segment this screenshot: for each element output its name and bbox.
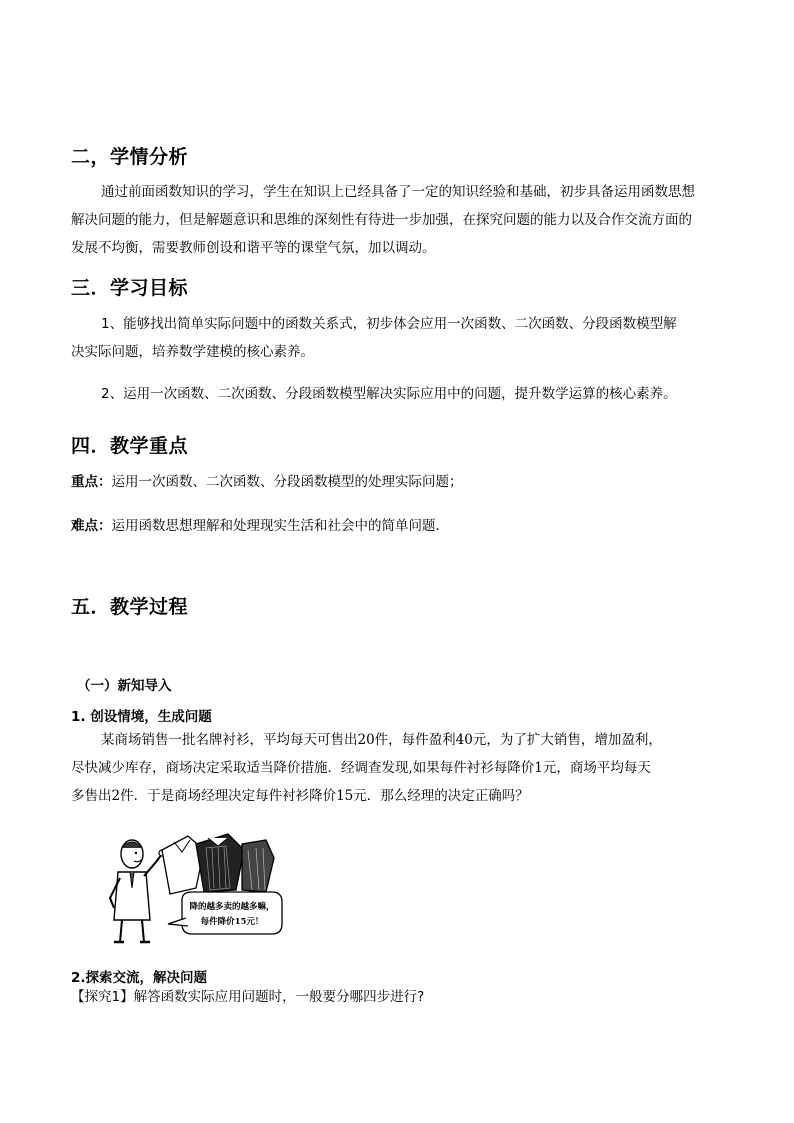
explore-1-text: 解答函数实际应用问题时，一般要分哪四步进行? [133,989,425,1005]
speech-bubble-line-1: 降的越多卖的越多嘛， [189,902,275,912]
shirt-sale-illustration [96,828,286,946]
difficult-point-label: 难点： [71,518,112,534]
difficult-point-line [71,512,449,540]
explore-1-label: 【探究1】 [71,989,134,1005]
analysis-line-3: 发展不均衡，需要教师创设和谐平等的课堂气氛，加以调动。 [71,240,436,256]
goal-item-2 [71,380,677,408]
section-heading-analysis: 二，学情分析 [71,146,189,168]
analysis-line-1: 通过前面函数知识的学习，学生在知识上已经具备了一定的知识经验和基础，初步具备运用函数思想 [101,184,695,200]
key-point-text: 运用一次函数、二次函数、分段函数模型的处理实际问题； [111,474,463,490]
analysis-paragraph [71,178,695,262]
step1-title: 1. 创设情境，生成问题 [71,709,212,725]
speech-bubble-line-2: 每件降价15元！ [200,917,264,927]
key-point-label: 重点： [71,474,112,490]
section-heading-key-points: 四．教学重点 [71,435,189,457]
step1-line-2: 尽快减少库存，商场决定采取适当降价措施．经调查发现,如果每件衬衫每降价1元，商场平均每天 [71,760,651,776]
difficult-point-text: 运用函数思想理解和处理现实生活和社会中的简单问题． [111,518,449,534]
goal-item-1-line-1: 1、能够找出简单实际问题中的函数关系式，初步体会应用一次函数、二次函数、分段函数模型解 [101,316,677,332]
analysis-line-2: 解决问题的能力，但是解题意识和思维的深刻性有待进一步加强，在探究问题的能力以及合作交流方面的 [71,212,692,228]
section-heading-process: 五．教学过程 [71,596,189,618]
step2-title: 2.探索交流，解决问题 [71,970,208,986]
shirts-stack-icon [162,834,274,894]
goal-item-1 [71,310,677,366]
section-heading-goals: 三．学习目标 [71,277,189,299]
key-point-line [71,468,463,496]
salesman-with-shirts-image [96,828,286,946]
step1-paragraph [71,726,662,810]
step1-line-1: 某商场销售一批名牌衬衫，平均每天可售出20件，每件盈利40元，为了扩大销售，增加盈利， [101,732,662,748]
explore-1-line [71,983,424,1011]
subsection-heading-intro: （一）新知导入 [77,678,172,694]
step1-line-3: 多售出2件．于是商场经理决定每件衬衫降价15元．那么经理的决定正确吗？ [71,788,529,804]
goal-item-1-line-2: 决实际问题，培养数学建模的核心素养。 [71,344,314,360]
goal-item-2-line: 2、运用一次函数、二次函数、分段函数模型解决实际应用中的问题，提升数学运算的核心素养。 [101,386,677,402]
